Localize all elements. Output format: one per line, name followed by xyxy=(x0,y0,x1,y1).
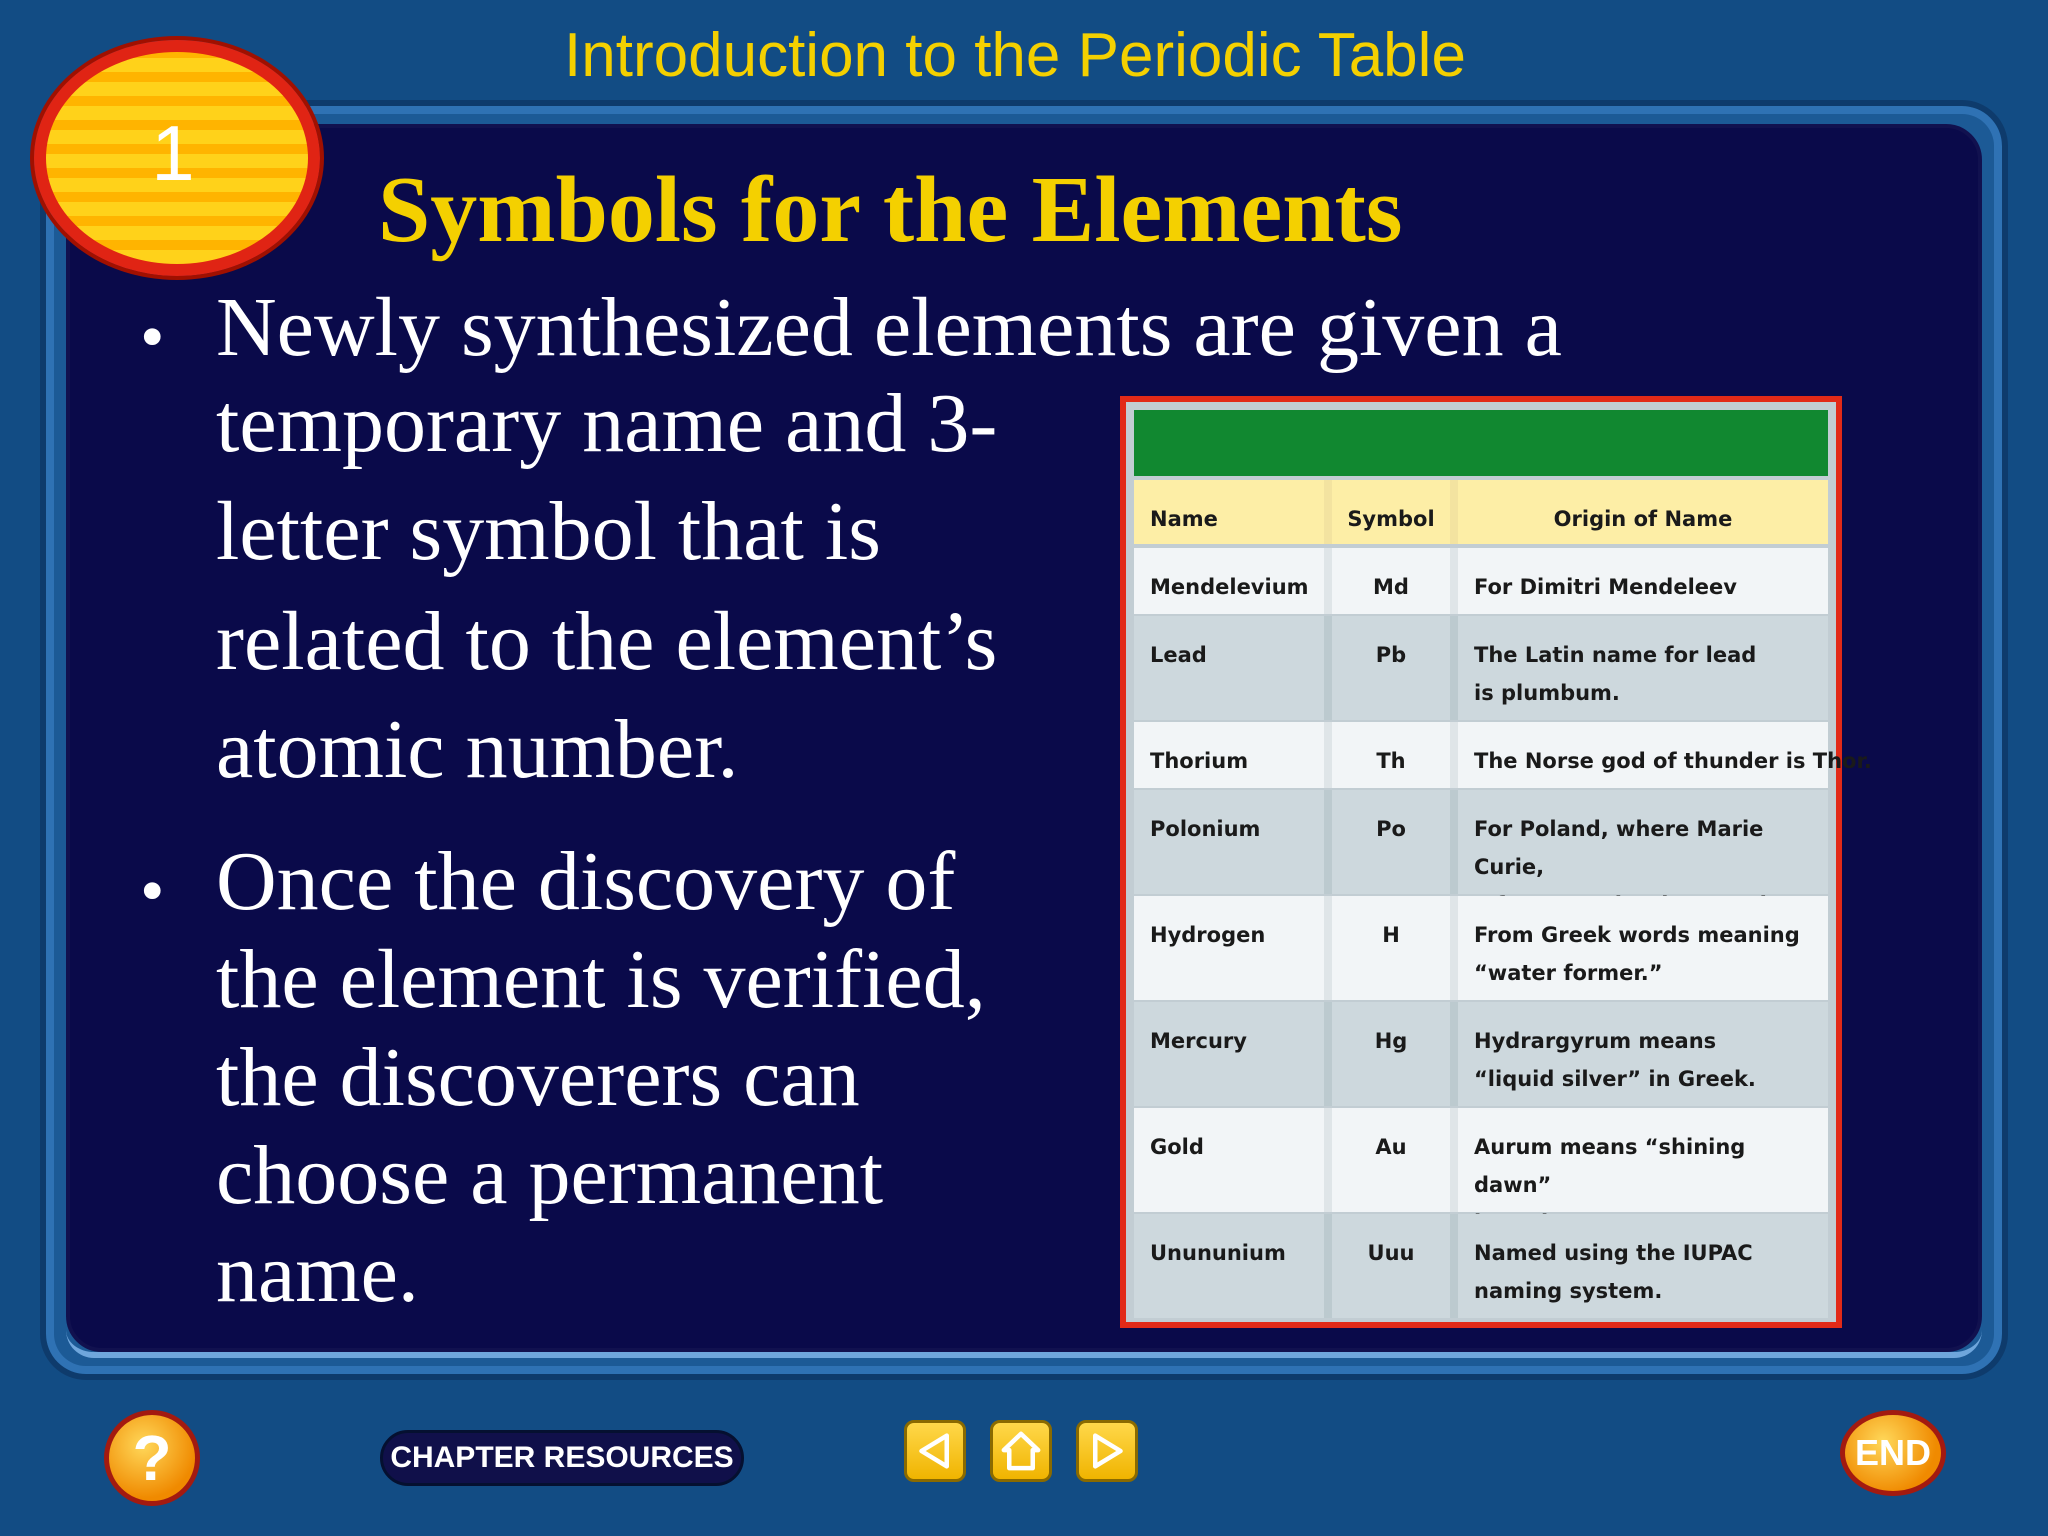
cell-symbol: H xyxy=(1382,923,1400,947)
origin-line: For Dimitri Mendeleev xyxy=(1474,575,1737,599)
table-row xyxy=(1134,1108,1828,1212)
table-row xyxy=(1134,1002,1828,1106)
cell-symbol: Pb xyxy=(1375,643,1407,667)
chapter-resources-button[interactable]: CHAPTER RESOURCES xyxy=(380,1430,744,1486)
bullet-1-line-1: Newly synthesized elements are given a xyxy=(216,281,1562,374)
bullet-2-line-2: the element is verified, xyxy=(216,933,986,1026)
origin-line: “liquid silver” in Greek. xyxy=(1474,1067,1756,1091)
cell-origin xyxy=(1458,790,1828,894)
table-row xyxy=(1134,616,1828,720)
cell-symbol: Md xyxy=(1373,575,1409,599)
cell-name: Mercury xyxy=(1150,1029,1247,1053)
cell-name: Lead xyxy=(1150,643,1207,667)
table-row xyxy=(1134,548,1828,614)
cell-origin xyxy=(1458,1108,1828,1212)
origin-line: Hydrargyrum means xyxy=(1474,1029,1717,1053)
bullet-2-line-3: the discoverers can xyxy=(216,1031,860,1124)
cell-symbol: Po xyxy=(1376,817,1406,841)
cell-symbol: Th xyxy=(1376,749,1406,773)
table-header-row xyxy=(1134,480,1828,544)
cell-name: Mendelevium xyxy=(1150,575,1309,599)
cell-name: Unununium xyxy=(1150,1241,1286,1265)
header-symbol: Symbol xyxy=(1347,507,1435,531)
cell-origin xyxy=(1458,1214,1828,1318)
cell-origin xyxy=(1458,896,1828,1000)
cell-symbol: Au xyxy=(1375,1135,1407,1159)
cell-name: Gold xyxy=(1150,1135,1204,1159)
table-row xyxy=(1134,790,1828,894)
cell-origin xyxy=(1458,722,1872,788)
slide-heading: Symbols for the Elements xyxy=(378,158,1403,262)
panel-bottom-edge xyxy=(66,1330,1982,1358)
origin-line: “water former.” xyxy=(1474,961,1663,985)
help-button[interactable] xyxy=(104,1410,200,1506)
origin-line: The Latin name for lead xyxy=(1474,643,1757,667)
cell-symbol: Uuu xyxy=(1367,1241,1415,1265)
cell-origin xyxy=(1458,1002,1828,1106)
bullet-2-line-4: choose a permanent xyxy=(216,1129,884,1222)
bullet-1-line-2: temporary name and 3- xyxy=(216,377,998,470)
bullet-2-line-5: name. xyxy=(216,1227,419,1320)
origin-line: The Norse god of thunder is Thor. xyxy=(1474,749,1872,773)
left-arrow-icon xyxy=(907,1423,963,1479)
origin-line: Named using the IUPAC xyxy=(1474,1241,1753,1265)
next-button[interactable] xyxy=(1076,1420,1138,1482)
cell-name: Polonium xyxy=(1150,817,1261,841)
bullet-2-line-1: Once the discovery of xyxy=(216,835,956,928)
cell-origin xyxy=(1458,548,1828,614)
table-header-bar xyxy=(1134,410,1828,476)
cell-symbol: Hg xyxy=(1374,1029,1408,1053)
right-arrow-icon xyxy=(1079,1423,1135,1479)
bullet-1-line-5: atomic number. xyxy=(216,703,739,796)
chapter-title: Introduction to the Periodic Table xyxy=(564,21,1466,90)
bullet-1-line-3: letter symbol that is xyxy=(216,485,881,578)
section-number: 1 xyxy=(151,109,195,197)
bullet-dot: • xyxy=(140,853,165,930)
previous-button[interactable] xyxy=(904,1420,966,1482)
cell-name: Thorium xyxy=(1150,749,1249,773)
element-symbol-table xyxy=(1120,396,1872,1328)
table-row xyxy=(1134,722,1872,788)
question-icon: ? xyxy=(132,1422,172,1494)
origin-line: naming system. xyxy=(1474,1279,1663,1303)
table-row xyxy=(1134,1214,1828,1318)
cell-name: Hydrogen xyxy=(1150,923,1266,947)
bullet-dot: • xyxy=(140,299,165,376)
origin-line: From Greek words meaning xyxy=(1474,923,1800,947)
origin-line: is plumbum. xyxy=(1474,681,1620,705)
bullet-1-line-4: related to the element’s xyxy=(216,595,998,688)
origin-line: For Poland, where Marie Curie, xyxy=(1474,817,1764,879)
header-origin: Origin of Name xyxy=(1553,507,1733,531)
end-button[interactable]: END xyxy=(1840,1410,1946,1496)
table-row xyxy=(1134,896,1828,1000)
cell-origin xyxy=(1458,616,1828,720)
header-name: Name xyxy=(1150,507,1218,531)
origin-line: Aurum means “shining dawn” xyxy=(1474,1135,1746,1197)
home-icon xyxy=(993,1423,1049,1479)
home-button[interactable] xyxy=(990,1420,1052,1482)
